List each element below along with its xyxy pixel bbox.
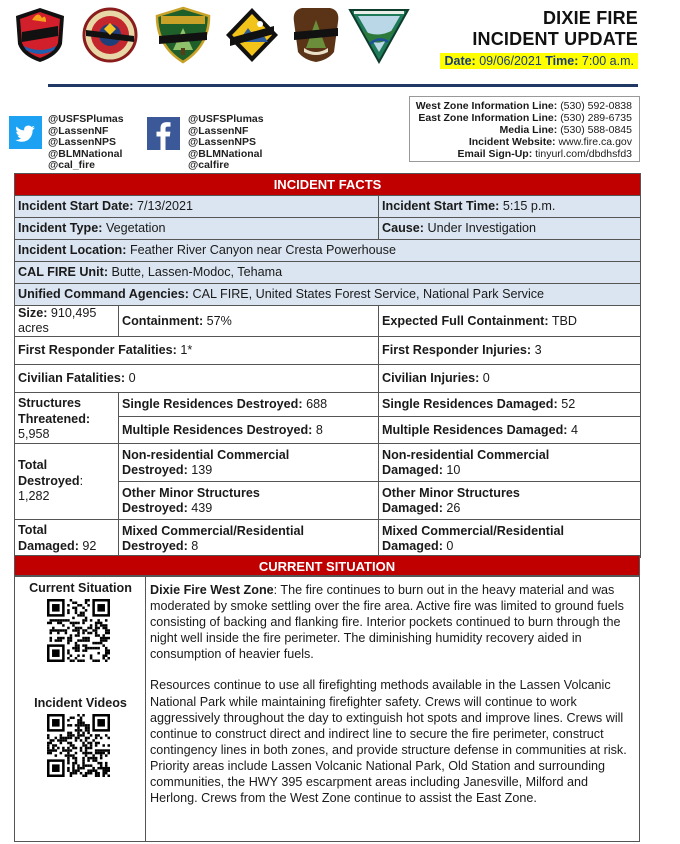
- west-zone-lead: Dixie Fire West Zone: [150, 583, 274, 597]
- first-responder-fatalities: First Responder Fatalities: 1*: [15, 337, 379, 365]
- multiple-residences-damaged: Multiple Residences Damaged: 4: [379, 417, 641, 444]
- header-divider: [48, 84, 638, 87]
- twitter-handle[interactable]: @LassenNPS: [48, 136, 117, 148]
- cal-oes-seal-logo: [82, 6, 138, 64]
- date-time-badge: [440, 53, 638, 69]
- incident-website-link[interactable]: www.fire.ca.gov: [558, 136, 632, 148]
- contact-line-west-zone: West Zone Information Line: (530) 592-0838: [415, 100, 632, 112]
- facebook-handles: [188, 114, 264, 172]
- current-situation-qr-code[interactable]: [47, 599, 110, 662]
- media-phone[interactable]: (530) 588-0845: [560, 124, 632, 136]
- civilian-injuries: Civilian Injuries: 0: [379, 365, 641, 393]
- single-residences-destroyed: Single Residences Destroyed: 688: [119, 393, 379, 417]
- contact-line-east-zone: East Zone Information Line: (530) 289-6735: [418, 112, 632, 124]
- non-residential-commercial-damaged: Non-residential Commercial Damaged: 10: [379, 444, 641, 482]
- situation-narrative: [150, 582, 636, 821]
- expected-full-containment: Expected Full Containment: TBD: [379, 306, 641, 337]
- mixed-commercial-residential-damaged: Mixed Commercial/Residential Damaged: 0: [379, 520, 641, 558]
- other-minor-structures-damaged: Other Minor Structures Damaged: 26: [379, 482, 641, 520]
- twitter-handle[interactable]: @cal_fire: [48, 159, 96, 171]
- twitter-handles: [48, 114, 124, 172]
- time-label: Time:: [545, 54, 579, 68]
- time-value: 7:00 a.m.: [581, 54, 634, 68]
- incident-facts-table: [14, 173, 641, 558]
- first-responder-injuries: First Responder Injuries: 3: [379, 337, 641, 365]
- date-value: 09/06/2021: [479, 54, 542, 68]
- west-zone-phone[interactable]: (530) 592-0838: [560, 100, 632, 112]
- incident-videos-qr-code[interactable]: [47, 714, 110, 777]
- contact-info-box: [409, 96, 640, 162]
- twitter-icon: [9, 116, 42, 149]
- contact-line-website: Incident Website: www.fire.ca.gov: [468, 136, 632, 148]
- date-label: Date:: [444, 54, 476, 68]
- twitter-handle[interactable]: @BLMNational: [48, 147, 123, 160]
- facebook-handle[interactable]: @BLMNational: [188, 147, 263, 160]
- contact-line-media: Media Line: (530) 588-0845: [499, 124, 632, 136]
- fire-size: Size: 910,495 acres: [15, 306, 119, 337]
- department-of-interior-logo: [348, 6, 410, 64]
- single-residences-damaged: Single Residences Damaged: 52: [379, 393, 641, 417]
- total-destroyed: Total Destroyed: 1,282: [15, 444, 119, 520]
- blm-logo: [224, 6, 280, 64]
- unified-command-agencies: Unified Command Agencies: CAL FIRE, United States Forest Service, National Park Service: [15, 284, 641, 306]
- facebook-handle[interactable]: @USFSPlumas: [188, 113, 264, 125]
- west-zone-paragraph: Dixie Fire West Zone: The fire continues to burn out in the heavy material and was moderated by smoke settling over the fire area. Active fire was limited to ground fuels consisting of backing and flanking fire. Interior pockets continued to burn through the night well inside the fire perimeter. The diminishing humidity recovery aided in consumption of heavier fuels.: [150, 583, 624, 662]
- fire-containment: Containment: 57%: [119, 306, 379, 337]
- civilian-fatalities: Civilian Fatalities: 0: [15, 365, 379, 393]
- current-situation-heading: CURRENT SITUATION: [14, 555, 640, 576]
- facebook-icon: [147, 117, 180, 150]
- cal-fire-unit: CAL FIRE Unit: Butte, Lassen-Modoc, Tehama: [15, 262, 641, 284]
- east-zone-phone[interactable]: (530) 289-6735: [560, 112, 632, 124]
- twitter-handle[interactable]: @LassenNF: [48, 124, 109, 137]
- forest-service-logo: [155, 6, 211, 64]
- email-signup-link[interactable]: tinyurl.com/dbdhsfd3: [535, 148, 632, 160]
- multiple-residences-destroyed: Multiple Residences Destroyed: 8: [119, 417, 379, 444]
- incident-facts-heading: INCIDENT FACTS: [15, 174, 641, 196]
- incident-videos-qr-label: Incident Videos: [34, 696, 127, 710]
- document-title-block: [440, 8, 638, 70]
- mixed-commercial-residential-destroyed: Mixed Commercial/Residential Destroyed: 8: [119, 520, 379, 558]
- facebook-handle[interactable]: @LassenNPS: [188, 136, 257, 148]
- incident-type: Incident Type: Vegetation: [15, 218, 379, 240]
- cal-fire-logo: [12, 6, 68, 64]
- total-damaged: Total Damaged: 92: [15, 520, 119, 558]
- current-situation-section: [14, 576, 640, 842]
- contact-line-email: Email Sign-Up: tinyurl.com/dbdhsfd3: [457, 148, 632, 160]
- resources-paragraph: Resources continue to use all firefighting methods available in the Lassen Volcanic National Park while maintaining firefighter safety. Crews will continue to work aggressively throughout the day to extinguish hot spots and improve lines. Crews will continue to construct direct and indirect line to secure the fire perimeter, construct contingency lines in both zones, and provide structure defense in communities at risk. Priority areas include Lassen Volcanic National Park, Old Station and surrounding communities, the HWY 395 escarpment areas including Janesville, Milford and Herlong. Crews from the West Zone continue to assist the East Zone.: [150, 678, 627, 806]
- incident-location: Incident Location: Feather River Canyon near Cresta Powerhouse: [15, 240, 641, 262]
- title-line-2: INCIDENT UPDATE: [472, 29, 638, 49]
- current-situation-qr-label: Current Situation: [29, 581, 132, 595]
- facebook-handle[interactable]: @calfire: [188, 159, 230, 171]
- national-park-service-logo: [288, 6, 344, 64]
- title-line-1: DIXIE FIRE: [542, 8, 638, 28]
- incident-start-date: Incident Start Date: 7/13/2021: [15, 196, 379, 218]
- qr-code-column: [15, 577, 146, 841]
- structures-threatened: Structures Threatened: 5,958: [15, 393, 119, 444]
- incident-cause: Cause: Under Investigation: [379, 218, 641, 240]
- twitter-handle[interactable]: @USFSPlumas: [48, 113, 124, 125]
- facebook-handle[interactable]: @LassenNF: [188, 124, 249, 137]
- other-minor-structures-destroyed: Other Minor Structures Destroyed: 439: [119, 482, 379, 520]
- incident-start-time: Incident Start Time: 5:15 p.m.: [379, 196, 641, 218]
- non-residential-commercial-destroyed: Non-residential Commercial Destroyed: 139: [119, 444, 379, 482]
